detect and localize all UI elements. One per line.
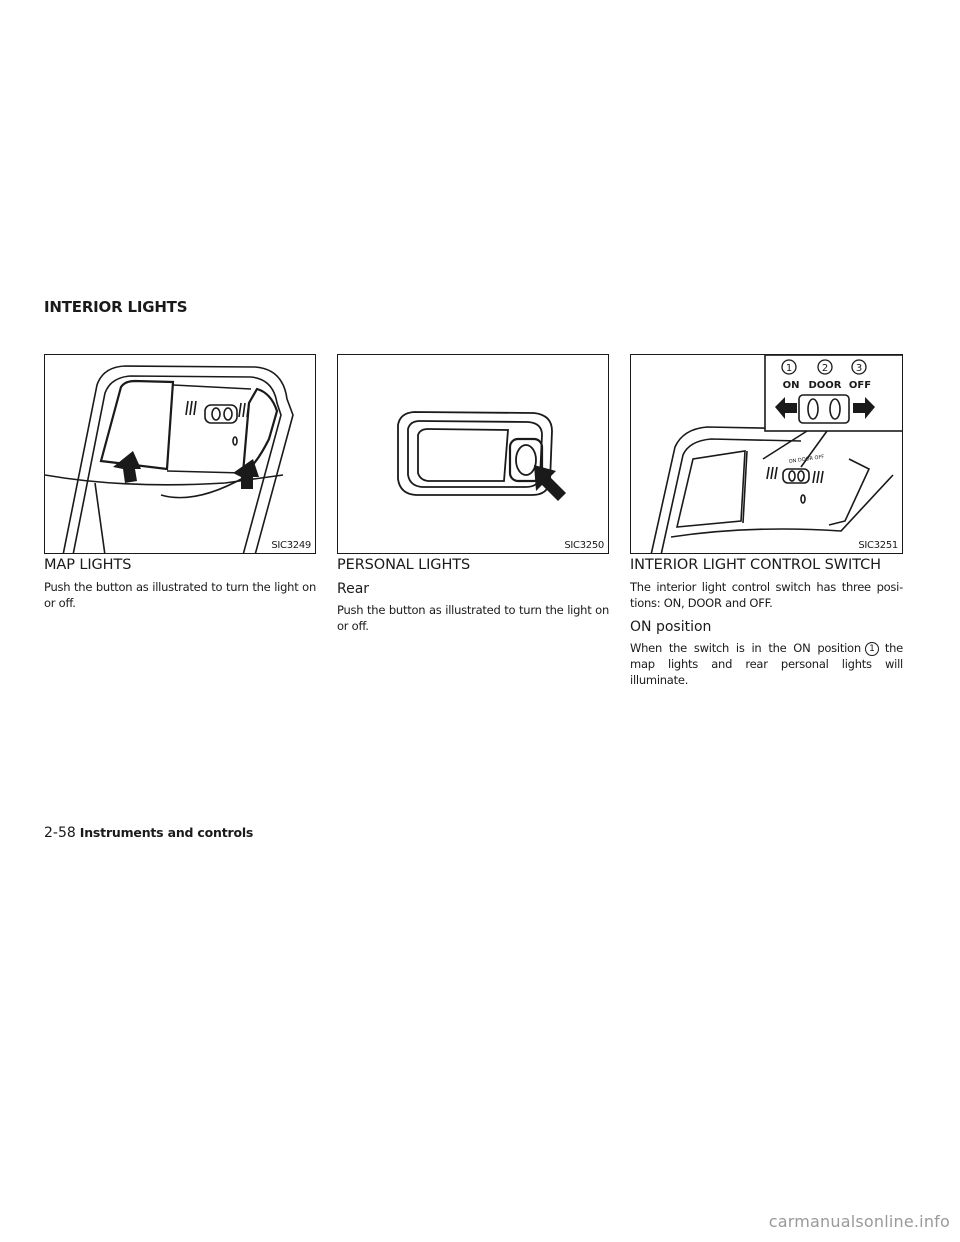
map-lights-illustration <box>45 355 316 554</box>
page-number: 2-58 <box>44 825 76 841</box>
page-footer <box>44 825 253 841</box>
map-lights-figure <box>44 354 316 554</box>
control-switch-column <box>630 354 903 688</box>
map-lights-column <box>44 354 316 611</box>
map-lights-heading: MAP LIGHTS <box>44 557 132 573</box>
circled-number-icon: 1 <box>785 363 793 374</box>
control-switch-heading: INTERIOR LIGHT CONTROL SWITCH <box>630 557 881 573</box>
on-position-text-before: When the switch is in the ON position <box>630 641 861 655</box>
off-label: OFF <box>848 380 872 391</box>
figure-code: SIC3249 <box>271 540 311 551</box>
push-arrow-icon <box>534 465 566 501</box>
figure-code: SIC3250 <box>564 540 604 551</box>
on-position-subheading: ON position <box>630 619 712 635</box>
chapter-title: Instruments and controls <box>79 825 254 840</box>
on-position-text-after: the map lights and rear personal lights will illuminate. <box>630 641 903 687</box>
personal-lights-heading: PERSONAL LIGHTS <box>337 557 471 573</box>
circled-number-icon: 1 <box>865 642 879 656</box>
control-switch-figure <box>630 354 903 554</box>
circled-number-icon: 3 <box>855 363 863 374</box>
on-position-body <box>630 640 903 688</box>
personal-lights-body: Push the button as illustrated to turn the light on or off. <box>337 603 609 633</box>
personal-lights-illustration <box>338 355 609 554</box>
rear-subheading: Rear <box>337 581 370 597</box>
switch-small-label: ON DOOR OFF <box>788 454 825 465</box>
watermark: carmanualsonline.info <box>768 1212 950 1231</box>
map-lights-body: Push the button as illustrated to turn the light on or off. <box>44 580 316 610</box>
section-header: INTERIOR LIGHTS <box>44 298 188 316</box>
circled-number-icon: 2 <box>821 363 829 374</box>
control-switch-illustration <box>631 355 903 554</box>
personal-lights-column <box>337 354 609 634</box>
figure-code: SIC3251 <box>858 540 898 551</box>
control-switch-body: The interior light control switch has three posi- tions: ON, DOOR and OFF. <box>630 580 903 610</box>
door-label: DOOR <box>808 380 842 391</box>
personal-lights-figure <box>337 354 609 554</box>
push-arrow-icon <box>113 451 259 489</box>
on-label: ON <box>782 380 800 391</box>
